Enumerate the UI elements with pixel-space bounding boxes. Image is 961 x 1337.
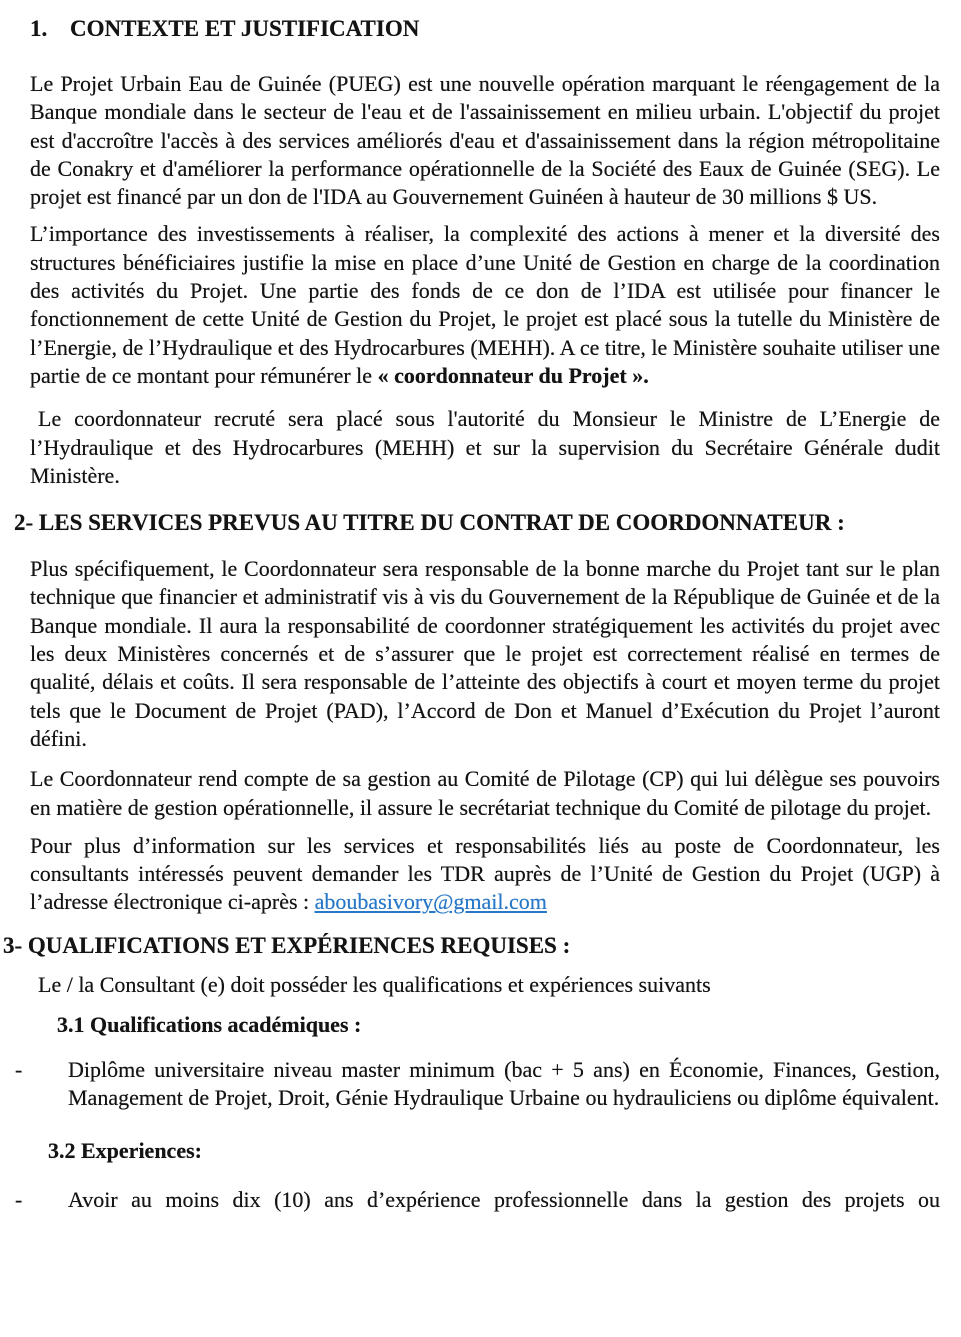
- paragraph-unite-gestion-text: L’importance des investissements à réaliser, la complexité des actions à mener et la diversité des structures bénéficiaires justifie la mise en place d’une Unité de Gestion en charge de la coordination des activités du Projet. Une partie des fonds de ce don de l’IDA est utilisée pour financer le fonctionnement de cette Unité de Gestion du Projet, le projet est placé sous la tutelle du Ministère de l’Energie, de l’Hydraulique et des Hydrocarbures (MEHH). A ce titre, le Ministère souhaite utiliser une partie de ce montant pour rémunérer le: [30, 221, 940, 388]
- list-item-experience: [15, 1186, 940, 1214]
- section-1-title: CONTEXTE ET JUSTIFICATION: [70, 16, 420, 41]
- paragraph-contact-text: Pour plus d’information sur les services et responsabilités liés au poste de Coordonnateur, les consultants intéressés peuvent demander les TDR auprès de l’Unité de Gestion du Projet (UGP) à l’adresse électronique ci-après :: [30, 832, 940, 915]
- section-3-heading: 3- QUALIFICATIONS ET EXPÉRIENCES REQUISES :: [3, 932, 571, 958]
- coordonnateur-bold-text: « coordonnateur du Projet ».: [377, 362, 649, 388]
- section-3-2-heading: 3.2 Experiences:: [48, 1137, 202, 1163]
- paragraph-consultant: Le / la Consultant (e) doit posséder les qualifications et expériences suivants: [38, 971, 711, 997]
- paragraph-unite-gestion: [30, 220, 940, 390]
- paragraph-pueg-intro: Le Projet Urbain Eau de Guinée (PUEG) est une nouvelle opération marquant le réengagement de la Banque mondiale dans le secteur de l'eau et de l'assainissement en milieu urbain. L'objectif du projet est d'accroître l'accès à des services améliorés d'eau et d'assainissement dans la région métropolitaine de Conakry et d'améliorer la performance opérationnelle de la Société des Eaux de Guinée (SEG). Le projet est financé par un don de l'IDA au Gouvernement Guinéen à hauteur de 30 millions $ US.: [30, 71, 940, 210]
- list-item-diplome: [15, 1056, 940, 1113]
- paragraph-comite-pilotage: Le Coordonnateur rend compte de sa gestion au Comité de Pilotage (CP) qui lui délègue ses pouvoirs en matière de gestion opérationnelle, il assure le secrétariat technique du Comité de pilotage du projet.: [30, 766, 940, 820]
- list-item-diplome-text: Diplôme universitaire niveau master minimum (bac + 5 ans) en Économie, Finances, Gestion, Management de Projet, Droit, Génie Hydraulique Urbaine ou hydrauliciens ou diplôme équivalent.: [68, 1057, 940, 1111]
- bullet-dash: -: [15, 1186, 23, 1212]
- section-1-number: 1.: [30, 16, 48, 41]
- bullet-dash: -: [15, 1057, 23, 1083]
- email-link[interactable]: aboubasivory@gmail.com: [314, 889, 547, 915]
- list-item-experience-text: Avoir au moins dix (10) ans d’expérience professionnelle dans la gestion des projets ou: [68, 1186, 940, 1212]
- paragraph-contact: [30, 832, 940, 917]
- section-3-1-heading: 3.1 Qualifications académiques :: [57, 1012, 362, 1038]
- section-2-heading: 2- LES SERVICES PREVUS AU TITRE DU CONTRAT DE COORDONNATEUR :: [14, 510, 845, 536]
- paragraph-responsabilites: Plus spécifiquement, le Coordonnateur sera responsable de la bonne marche du Projet tant sur le plan technique que financier et administratif vis à vis du Gouvernement de la République de Guinée et de la Banque mondiale. Il aura la responsabilité de coordonner stratégiquement les activités du projet avec les deux Ministères concernés et de s’assurer que le projet est correctement réalisé en termes de qualité, délais et coûts. Il sera responsable de l’atteinte des objectifs à court et moyen terme du projet tels que le Document de Projet (PAD), l’Accord de Don et Manuel d’Exécution du Projet l’auront défini.: [30, 556, 940, 751]
- paragraph-autorite: Le coordonnateur recruté sera placé sous l'autorité du Monsieur le Ministre de L’Energie de l’Hydraulique et des Hydrocarbures (MEHH) et sur la supervision du Secrétaire Générale dudit Ministère.: [30, 406, 940, 488]
- section-1-heading: [30, 14, 940, 44]
